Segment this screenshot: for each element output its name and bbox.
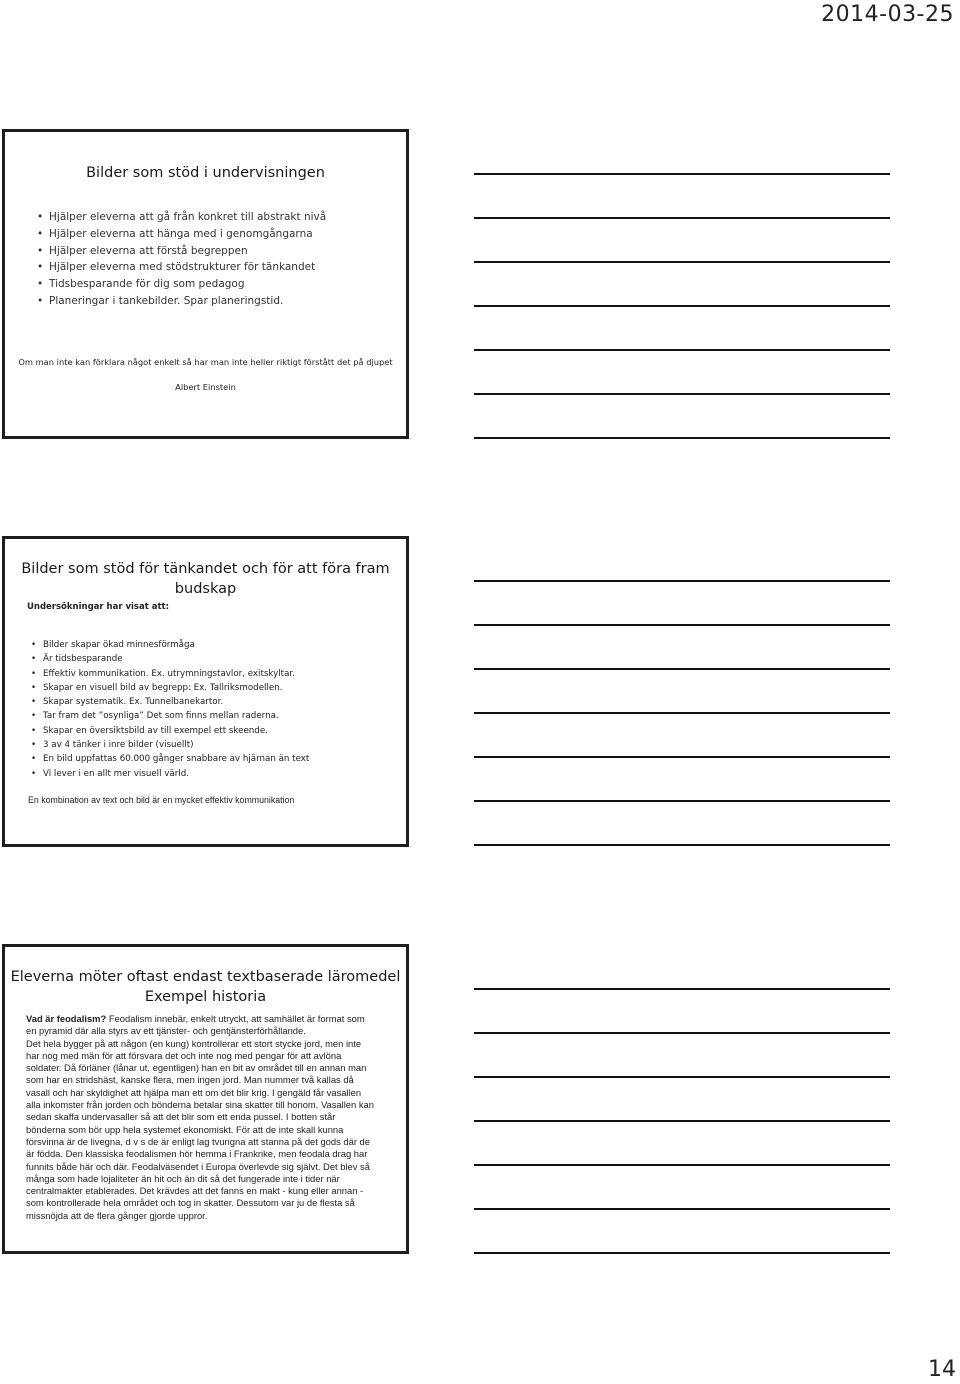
- slide-title: [5, 967, 406, 1007]
- title-line: Bilder som stöd för tänkandet och för att föra fram: [21, 561, 390, 577]
- body-line: soldater. Då förläner (lånar ut, egentligen) han en bit av området till en annan man: [26, 1062, 367, 1074]
- note-line: [474, 261, 890, 263]
- list-item: • Effektiv kommunikation. Ex. utrymningstavlor, exitskyltar.: [27, 667, 309, 681]
- body-line: en pyramid där alla styrs av ett tjänster- och gentjänsterförhållande.: [26, 1025, 306, 1037]
- list-item: • Skapar en översiktsbild av till exempel ett skeende.: [27, 724, 309, 738]
- note-line: [474, 1208, 890, 1210]
- list-item: • Hjälper eleverna med stödstrukturer för tänkandet: [33, 259, 326, 276]
- body-line: försvinna är de livegna, d v s de är enligt lag tvungna att stanna på det gods där de: [26, 1135, 370, 1147]
- body-line: vasall och har skyldighet att hjälpa man ett om det blir krig. I gengäld får vasallen: [26, 1086, 362, 1098]
- body-line: är födda. Den klassiska feodalismen hör hemma i Frankrike, men feodala drag har: [26, 1148, 368, 1160]
- body-line: Det hela bygger på att någon (en kung) kontrollerar ett stort stycke jord, men inte: [26, 1037, 362, 1049]
- note-line: [474, 305, 890, 307]
- note-line: [474, 668, 890, 670]
- body-line-text: Feodalism innebär, enkelt utryckt, att samhället är format som: [106, 1013, 365, 1024]
- note-line: [474, 217, 890, 219]
- slide-3: [2, 944, 409, 1254]
- slide-title: [5, 559, 406, 599]
- note-line: [474, 1164, 890, 1166]
- body-line: funnits både här och där. Feodalväsendet i Europa överlevde sig självt. Det blev så: [26, 1160, 370, 1172]
- list-item: • Skapar systematik. Ex. Tunnelbanekartor.: [27, 695, 309, 709]
- body-line: bönderna som bör upp hela systemet ekonomiskt. För att de inte skall kunna: [26, 1123, 344, 1135]
- list-item: • Hjälper eleverna att hänga med i genomgångarna: [33, 226, 326, 243]
- bullet-list: [27, 638, 309, 781]
- slide-2: [2, 536, 409, 847]
- note-line: [474, 1120, 890, 1122]
- list-item: • Vi lever i en allt mer visuell värld.: [27, 767, 309, 781]
- note-line: [474, 349, 890, 351]
- date-header: 2014-03-25: [821, 2, 954, 27]
- note-line: [474, 624, 890, 626]
- list-item: • Tar fram det ”osynliga” Det som finns mellan raderna.: [27, 709, 309, 723]
- quote-author: Albert Einstein: [175, 382, 236, 392]
- page-number: 14: [928, 1357, 956, 1382]
- title-line: budskap: [174, 581, 237, 597]
- note-line: [474, 437, 890, 439]
- body-line: har nog med män för att försvara det och inte nog med pengar för att avlöna: [26, 1049, 342, 1061]
- note-line: [474, 580, 890, 582]
- slide-1: [2, 129, 409, 439]
- note-line: [474, 844, 890, 846]
- note-line: [474, 1076, 890, 1078]
- slide-title: Bilder som stöd i undervisningen: [86, 165, 325, 181]
- body-line: centralmakter etablerades. Det krävdes att det fanns en makt - kung eller annan -: [26, 1185, 364, 1197]
- body-text: [26, 1013, 410, 1222]
- note-line: [474, 1252, 890, 1254]
- list-item: • Hjälper eleverna att förstå begreppen: [33, 243, 326, 260]
- quote-text: Om man inte kan förklara något enkelt så har man inte heller riktigt förstått det på djupet: [18, 357, 393, 367]
- lead-question: Vad är feodalism?: [26, 1013, 107, 1024]
- note-line: [474, 1032, 890, 1034]
- list-item: • En bild uppfattas 60.000 gånger snabbare av hjärnan än text: [27, 752, 309, 766]
- list-item: • Planeringar i tankebilder. Spar planeringstid.: [33, 293, 326, 310]
- note-line: [474, 712, 890, 714]
- note-line: [474, 393, 890, 395]
- body-line: som kontrollerade hela området och tog in skatter. Dessutom var ju de flesta så: [26, 1197, 355, 1209]
- title-line: Exempel historia: [144, 989, 267, 1005]
- list-item: • Är tidsbesparande: [27, 652, 309, 666]
- list-item: • Skapar en visuell bild av begrepp: Ex. Tallriksmodellen.: [27, 681, 309, 695]
- list-item: • Hjälper eleverna att gå från konkret till abstrakt nivå: [33, 209, 326, 226]
- body-line: många som hade lojaliteter än hit och än dit så det fungerade inte i tider när: [26, 1172, 340, 1184]
- note-line: [474, 756, 890, 758]
- list-item: • Tidsbesparande för dig som pedagog: [33, 276, 326, 293]
- bullet-list: [33, 209, 326, 310]
- body-line: sedan skaffa undervasaller så att det blir som ett enda pussel. I botten står: [26, 1111, 336, 1123]
- list-item: • Bilder skapar ökad minnesförmåga: [27, 638, 309, 652]
- note-line: [474, 800, 890, 802]
- list-item: • 3 av 4 tänker i inre bilder (visuellt): [27, 738, 309, 752]
- slide-footer-text: En kombination av text och bild är en mycket effektiv kommunikation: [28, 795, 295, 805]
- body-line: alla inkomster från jorden och bönderna betalar sina skatter till honom. Vasallen kan: [26, 1099, 374, 1111]
- note-line: [474, 173, 890, 175]
- note-line: [474, 988, 890, 990]
- title-line: Eleverna möter oftast endast textbaserade läromedel: [10, 969, 401, 985]
- body-line: som har en stridshäst, kanske flera, men ingen jord. Man nummer två kallas då: [26, 1074, 354, 1086]
- body-line: [26, 1013, 410, 1025]
- body-line: missnöjda att de flera gånger gjorde uppror.: [26, 1209, 208, 1221]
- subheading: Undersökningar har visat att:: [27, 602, 170, 612]
